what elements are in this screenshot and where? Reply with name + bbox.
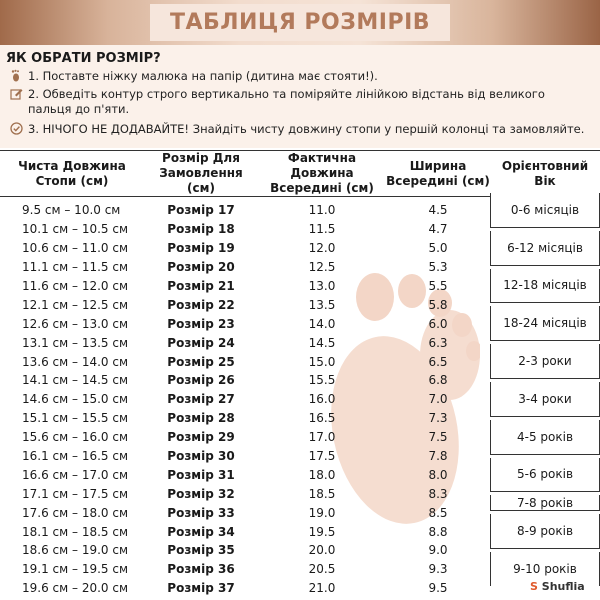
inner-length-cell: 18.0: [308, 467, 336, 482]
order-size-cell: Розмір 27: [167, 392, 235, 407]
age-cell: 9-10 років: [490, 552, 600, 586]
order-size-cell: Розмір 35: [167, 543, 235, 558]
age-cell: 8-9 років: [490, 514, 600, 549]
age-cell: 0-6 місяців: [490, 193, 600, 228]
inner-length-cell: 13.5: [308, 297, 336, 312]
foot-length-cell: 9.5 см – 10.0 см: [22, 203, 121, 218]
inner-width-cell: 8.3: [428, 486, 448, 501]
inner-length-cell: 15.0: [308, 354, 336, 369]
foot-length-cell: 17.6 см – 18.0 см: [22, 505, 128, 520]
age-cell: 5-6 років: [490, 458, 600, 493]
title-banner: [150, 4, 450, 41]
age-cell: 7-8 років: [490, 495, 600, 511]
inner-length-cell: 21.0: [308, 581, 336, 596]
header-age: Орієнтовний Вік: [490, 151, 600, 197]
page-title: ТАБЛИЦЯ РОЗМІРІВ: [169, 10, 431, 35]
inner-width-cell: 6.3: [428, 335, 448, 350]
header-banner: [0, 0, 600, 45]
age-cell: 12-18 місяців: [490, 269, 600, 304]
order-size-cell: Розмір 31: [167, 467, 235, 482]
foot-length-cell: 12.6 см – 13.0 см: [22, 316, 128, 331]
inner-width-cell: 5.3: [428, 260, 448, 275]
inner-length-cell: 19.0: [308, 505, 336, 520]
order-size-cell: Розмір 19: [167, 241, 235, 256]
inner-width-cell: 8.8: [428, 524, 448, 539]
inner-width-cell: 7.3: [428, 411, 448, 426]
inner-length-cell: 14.0: [308, 316, 336, 331]
foot-length-cell: 14.6 см – 15.0 см: [22, 392, 128, 407]
header-foot-length: Чиста Довжина Стопи (см): [0, 151, 144, 197]
foot-length-cell: 18.6 см – 19.0 см: [22, 543, 128, 558]
order-size-cell: Розмір 20: [167, 260, 235, 275]
order-size-cell: Розмір 34: [167, 524, 235, 539]
inner-width-cell: 6.5: [428, 354, 448, 369]
order-size-cell: Розмір 36: [167, 562, 235, 577]
inner-width-cell: 9.0: [428, 543, 448, 558]
instruction-step-1: 1. Поставте ніжку малюка на папір (дитина має стояти!).: [8, 69, 378, 86]
inner-length-cell: 17.0: [308, 430, 336, 445]
foot-length-cell: 13.6 см – 14.0 см: [22, 354, 128, 369]
age-cell: 3-4 роки: [490, 382, 600, 417]
inner-length-cell: 19.5: [308, 524, 336, 539]
order-size-cell: Розмір 26: [167, 373, 235, 388]
inner-width-cell: 5.0: [428, 241, 448, 256]
foot-length-cell: 12.1 см – 12.5 см: [22, 297, 128, 312]
foot-length-cell: 14.1 см – 14.5 см: [22, 373, 128, 388]
instructions-title: ЯК ОБРАТИ РОЗМІР?: [6, 51, 161, 66]
inner-width-cell: 4.7: [428, 222, 448, 237]
order-size-cell: Розмір 30: [167, 449, 235, 464]
brand-logo: S Shuflia: [530, 580, 585, 593]
foot-length-cell: 17.1 см – 17.5 см: [22, 486, 128, 501]
foot-length-cell: 19.1 см – 19.5 см: [22, 562, 128, 577]
foot-length-cell: 16.6 см – 17.0 см: [22, 467, 128, 482]
inner-width-cell: 9.3: [428, 562, 448, 577]
inner-length-cell: 17.5: [308, 449, 336, 464]
order-size-cell: Розмір 18: [167, 222, 235, 237]
order-size-cell: Розмір 25: [167, 354, 235, 369]
logo-s-icon: S: [530, 580, 538, 593]
age-cell: 4-5 років: [490, 420, 600, 455]
order-size-cell: Розмір 17: [167, 203, 235, 218]
order-size-cell: Розмір 23: [167, 316, 235, 331]
order-size-cell: Розмір 29: [167, 430, 235, 445]
age-cell: 2-3 роки: [490, 344, 600, 379]
inner-length-cell: 16.5: [308, 411, 336, 426]
order-size-cell: Розмір 28: [167, 411, 235, 426]
inner-length-cell: 11.5: [308, 222, 336, 237]
footprint-icon: [8, 69, 24, 86]
inner-length-cell: 12.5: [308, 260, 336, 275]
foot-length-cell: 18.1 см – 18.5 см: [22, 524, 128, 539]
instruction-step-2: 2. Обведіть контур строго вертикально та поміряйте лінійкою відстань від великого пальця до п'яти.: [8, 87, 545, 117]
foot-length-cell: 19.6 см – 20.0 см: [22, 581, 128, 596]
inner-length-cell: 20.0: [308, 543, 336, 558]
foot-length-cell: 11.6 см – 12.0 см: [22, 279, 128, 293]
header-order-size: Розмір Для Замовлення (см): [144, 151, 258, 197]
table-header-row: [0, 151, 600, 197]
inner-width-cell: 7.0: [428, 392, 448, 407]
inner-length-cell: 13.0: [308, 279, 336, 293]
instruction-step-3: 3. НІЧОГО НЕ ДОДАВАЙТЕ! Знайдіть чисту довжину стопи у першій колонці та замовляйте.: [8, 122, 584, 139]
inner-length-cell: 15.5: [308, 373, 336, 388]
inner-width-cell: 9.5: [428, 581, 448, 596]
order-size-cell: Розмір 37: [167, 581, 235, 596]
inner-length-cell: 18.5: [308, 486, 336, 501]
inner-width-cell: 8.5: [428, 505, 448, 520]
inner-width-cell: 7.8: [428, 449, 448, 464]
inner-length-cell: 16.0: [308, 392, 336, 407]
order-size-cell: Розмір 22: [167, 297, 235, 312]
foot-length-cell: 15.1 см – 15.5 см: [22, 411, 128, 426]
foot-length-cell: 15.6 см – 16.0 см: [22, 430, 128, 445]
inner-length-cell: 11.0: [308, 203, 336, 218]
inner-width-cell: 5.8: [428, 297, 448, 312]
order-size-cell: Розмір 24: [167, 335, 235, 350]
inner-length-cell: 20.5: [308, 562, 336, 577]
foot-length-cell: 10.1 см – 10.5 см: [22, 222, 128, 237]
header-inner-length: Фактична Довжина Всередині (см): [258, 151, 386, 197]
inner-width-cell: 5.5: [428, 279, 448, 293]
age-cell: 6-12 місяців: [490, 231, 600, 266]
order-size-cell: Розмір 33: [167, 505, 235, 520]
order-size-cell: Розмір 21: [167, 279, 235, 293]
inner-length-cell: 12.0: [308, 241, 336, 256]
foot-length-cell: 16.1 см – 16.5 см: [22, 449, 128, 464]
header-inner-width: Ширина Всередині (см): [386, 151, 490, 197]
pencil-paper-icon: [8, 87, 24, 104]
inner-width-cell: 6.0: [428, 316, 448, 331]
inner-width-cell: 7.5: [428, 430, 448, 445]
order-size-cell: Розмір 32: [167, 486, 235, 501]
inner-length-cell: 14.5: [308, 335, 336, 350]
foot-length-cell: 10.6 см – 11.0 см: [22, 241, 128, 256]
foot-length-cell: 11.1 см – 11.5 см: [22, 260, 128, 275]
check-circle-icon: [8, 122, 24, 139]
inner-width-cell: 6.8: [428, 373, 448, 388]
foot-length-cell: 13.1 см – 13.5 см: [22, 335, 128, 350]
inner-width-cell: 8.0: [428, 467, 448, 482]
instructions-panel: [0, 45, 600, 148]
inner-width-cell: 4.5: [428, 203, 448, 218]
age-cell: 18-24 місяців: [490, 306, 600, 341]
